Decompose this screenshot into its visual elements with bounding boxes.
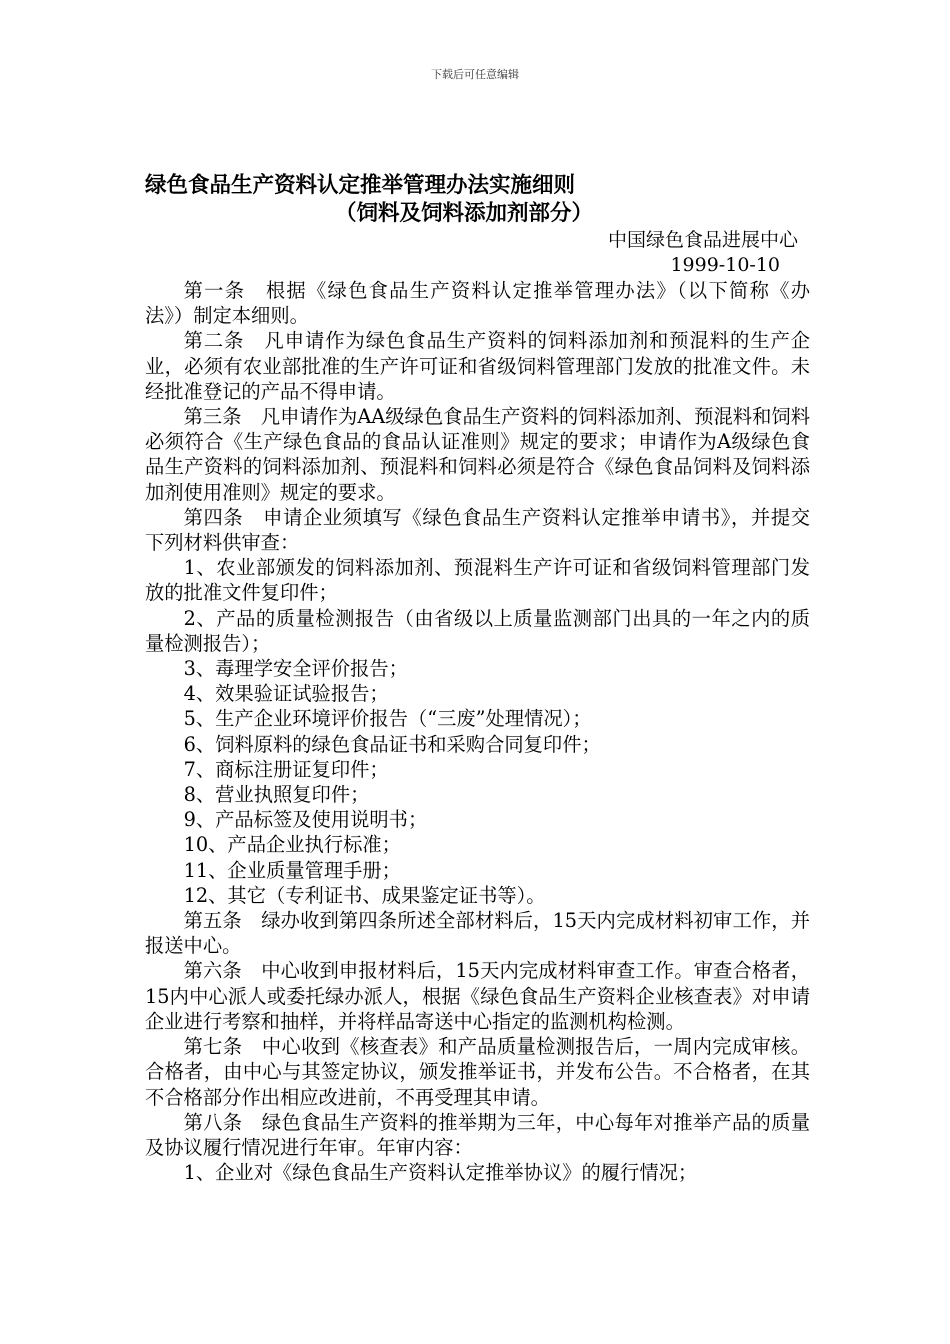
article-paragraph: 1、农业部颁发的饲料添加剂、预混料生产许可证和省级饲料管理部门发放的批准文件复印件； [145,556,810,605]
list-item: 10、产品企业执行标准； [183,833,401,857]
document-subtitle: （饲料及饲料添加剂部分） [335,201,594,226]
list-item: 4、效果验证试验报告； [183,682,389,706]
list-item: 5、生产企业环境评价报告（“三废”处理情况）； [183,707,592,731]
document-title: 绿色食品生产资料认定推举管理办法实施细则 [145,173,576,198]
list-item: 6、饲料原料的绿色食品证书和采购合同复印件； [183,732,601,756]
article-paragraph: 第三条 凡申请作为AA级绿色食品生产资料的饲料添加剂、预混料和饲料必须符合《生产绿色食品的食品认证准则》规定的要求；申请作为A级绿色食品生产资料的饲料添加剂、预混料和饲料必须是符合《绿色食品饲料及饲料添加剂使用准则》规定的要求。 [145,405,810,504]
issuing-organization: 中国绿色食品进展中心 [607,229,798,251]
list-item: 7、商标注册证复印件； [183,757,389,781]
article-paragraph: 第七条 中心收到《核查表》和产品质量检测报告后，一周内完成审核。合格者，由中心与其签定协议，颁发推举证书，并发布公告。不合格者，在其不合格部分作出相应改进前，不再受理其申请。 [145,1035,810,1109]
document-content [145,172,810,1185]
issue-date: 1999-10-10 [670,254,780,276]
article-paragraph: 第二条 凡申请作为绿色食品生产资料的饲料添加剂和预混料的生产企业，必须有农业部批准的生产许可证和省级饲料管理部门发放的批准文件。未经批准登记的产品不得申请。 [145,329,810,403]
list-item: 12、其它（专利证书、成果鉴定证书等）。 [183,883,546,907]
list-item: 1、企业对《绿色食品生产资料认定推举协议》的履行情况； [183,1161,698,1185]
article-paragraph: 2、产品的质量检测报告（由省级以上质量监测部门出具的一年之内的质量检测报告）； [145,606,810,655]
article-paragraph: 第八条 绿色食品生产资料的推举期为三年，中心每年对推举产品的质量及协议履行情况进行年审。年审内容： [145,1110,810,1159]
list-item: 9、产品标签及使用说明书； [183,808,428,832]
list-item: 3、毒理学安全评价报告； [183,657,408,681]
article-paragraph: 第一条 根据《绿色食品生产资料认定推举管理办法》（以下简称《办法》）制定本细则。 [145,279,810,328]
article-paragraph: 第六条 中心收到申报材料后，15天内完成材料审查工作。审查合格者，15内中心派人或委托绿办派人，根据《绿色食品生产资料企业核查表》对申请企业进行考察和抽样，并将样品寄送中心指定的监测机构检测。 [145,959,810,1033]
list-item: 8、营业执照复印件； [183,783,370,807]
header-note: 下载后可任意编辑 [431,68,519,81]
article-paragraph: 第四条 申请企业须填写《绿色食品生产资料认定推举申请书》，并提交下列材料供审查： [145,505,810,555]
document-body [145,278,810,1185]
list-item: 11、企业质量管理手册； [183,858,401,882]
article-paragraph: 第五条 绿办收到第四条所述全部材料后，15天内完成材料初审工作，并报送中心。 [145,909,810,958]
